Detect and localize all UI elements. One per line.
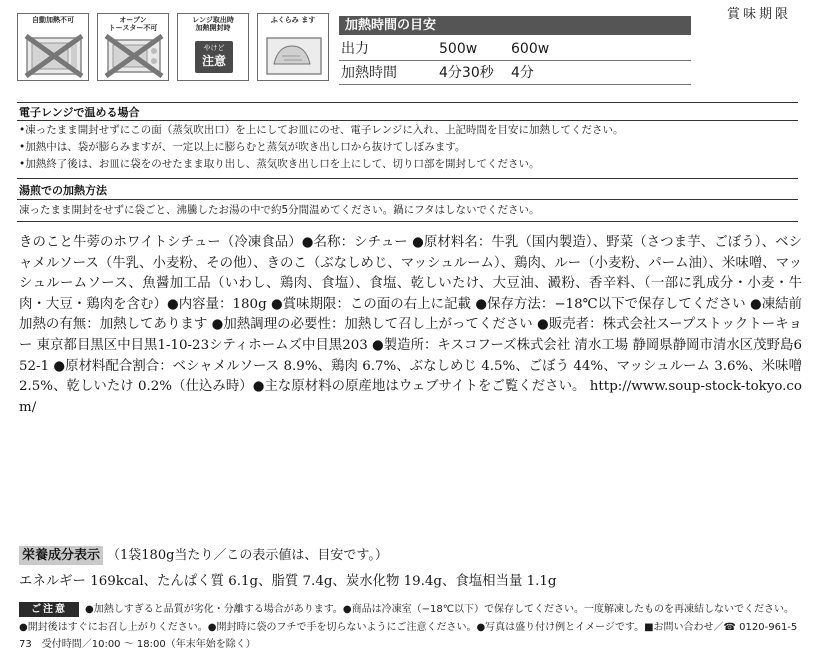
section-divider [17, 178, 798, 179]
bag-inflates-icon [257, 13, 329, 81]
output-label: 出力 [341, 41, 369, 57]
best-before-label: 賞味期限 [727, 7, 792, 22]
caution-label: 注意 [201, 54, 226, 68]
time-500w: 4分30秒 [439, 65, 494, 81]
output-600w: 600w [511, 41, 550, 57]
icon-caption: レンジ取出時 加熱開封時 [192, 16, 234, 32]
toaster-crossed-icon [104, 34, 164, 78]
nutrition-header [19, 546, 388, 565]
heating-divider [339, 84, 691, 85]
no-oven-toaster-icon [97, 13, 169, 81]
nutrition-values: エネルギー 169kcal、たんぱく質 6.1g、脂質 7.4g、炭水化物 19.4g、食塩相当量 1.1g [19, 574, 557, 589]
boiling-heading: 湯煎での加熱方法 [19, 184, 107, 197]
section-divider [17, 199, 798, 200]
burn-caution-badge [195, 41, 233, 73]
burn-caution-icon [177, 13, 249, 81]
nutrition-basis: （1袋180g当たり／この表示値は、目安です。） [107, 548, 388, 563]
output-500w: 500w [439, 41, 478, 57]
caution-text: ●加熱しすぎると品質が劣化・分離する場合があります。●商品は冷凍室（−18℃以下）で保存してください。一度解凍したものを再凍結しないでください。●開封後はすぐにお召し上がりください。●開封時に袋のフチで手を切らないようにご注意ください。●写真は盛り付け例とイメージです。■お問い合わせ／☎ 0120-961-573 受付時間／10:00 〜 18:00（年末年始を除く） [19, 604, 798, 650]
heating-output-row [339, 38, 691, 60]
microwave-crossed-icon [24, 34, 84, 78]
heating-divider [339, 60, 691, 61]
section-divider [17, 221, 798, 222]
product-ingredients-text: きのこと牛蒡のホワイトシチュー（冷凍食品）●名称：シチュー ●原材料名：牛乳（国内製造）、野菜（さつま芋、ごぼう）、ベシャメルソース（牛乳、小麦粉、その他）、きのこ（ぶなしめじ、マッシュルーム）、鶏肉、ルー（小麦粉、パーム油）、米味噌、マッシュルームソース、魚醤加工品（いわし、鶏肉、食塩）、食塩、乾しいたけ、大豆油、澱粉、香辛料、（一部に乳成分・小麦・牛肉・大豆・鶏肉を含む）●内容量：180g ●賞味期限：この面の右上に記載 ●保存方法：−18℃以下で保存してください ●凍結前加熱の有無：加熱してあります ●加熱調理の必要性：加熱して召し上がってください ●販売者：株式会社スープストックトーキョー 東京都目黒区中目黒1-10-23シティホームズ中目黒203 ●製造所：キスコフーズ株式会社 清水工場 静岡県静岡市清水区茂野島652-1 ●原材料配合割合：ベシャメルソース 8.9%、鶏肉 6.7%、ぶなしめじ 4.5%、ごぼう 44%、マッシュルーム 3.6%、米味噌 2.5%、乾しいたけ 0.2%（仕込み時）●主な原材料の原産地はウェブサイトをご覧ください。 http://www.soup-stock-tokyo.com/ [19, 235, 802, 415]
boiling-instruction: 凍ったまま開封をせずに袋ごと、沸騰したお湯の中で約5分間温めてください。鍋にフタはしないでください。 [19, 204, 540, 216]
caution-block [19, 601, 802, 654]
icon-caption: オーブン トースター不可 [108, 16, 158, 32]
caution-tag: ご注意 [19, 602, 79, 617]
microwave-instruction: •加熱終了後は、お皿に袋をのせたまま取り出し、蒸気吹き出し口を上にして、切り口部を開封してください。 [19, 158, 540, 170]
no-microwave-icon [17, 13, 89, 81]
icon-caption: 自動加熱不可 [32, 16, 74, 24]
icon-caption: ふくらみ ます [270, 16, 316, 24]
time-600w: 4分 [511, 65, 534, 81]
microwave-instruction: •加熱中は、袋が膨らみますが、一定以上に膨らむと蒸気が吹き出し口から抜けてしぼみます。 [19, 141, 466, 153]
microwave-heading: 電子レンジで温める場合 [19, 106, 140, 119]
section-divider [17, 102, 798, 103]
nutrition-tag: 栄養成分表示 [19, 546, 103, 565]
inflating-bag-icon [264, 34, 324, 78]
heating-table-title: 加熱時間の目安 [339, 16, 691, 35]
burn-label: やけど [203, 44, 225, 52]
section-divider [17, 120, 798, 121]
microwave-instruction: •凍ったまま開封せずにこの面（蒸気吹出口）を上にしてお皿にのせ、電子レンジに入れ、上記時間を目安に加熱してください。 [19, 124, 624, 136]
heating-time-row [339, 62, 691, 84]
time-label: 加熱時間 [341, 65, 397, 81]
